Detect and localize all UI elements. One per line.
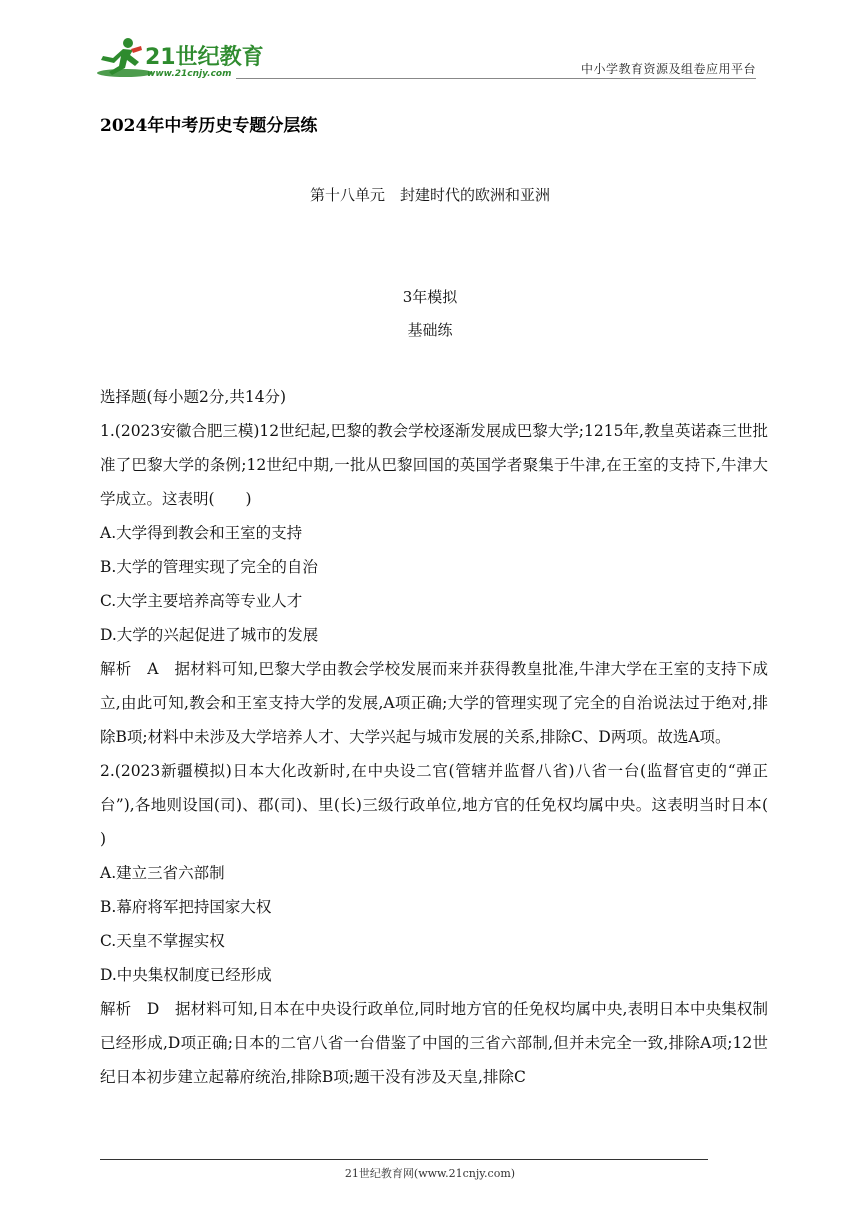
question-2 — [100, 754, 800, 1094]
option-a: A.大学得到教会和王室的支持 — [100, 524, 303, 542]
logo — [95, 34, 265, 84]
section-subtitle-years: 3年模拟 — [402, 288, 458, 306]
answer-analysis: 解析 A 据材料可知,巴黎大学由教会学校发展而来并获得教皇批准,牛津大学在王室的支持下成立,由此可知,教会和王室支持大学的发展,A项正确;大学的管理实现了完全的自治说法过于绝对,排除B项;材料中未涉及大学培养人才、大学兴起与城市发展的关系,排除C、D两项。故选A项。 — [100, 660, 768, 746]
question-stem: 1.(2023安徽合肥三模)12世纪起,巴黎的教会学校逐渐发展成巴黎大学;1215年,教皇英诺森三世批准了巴黎大学的条例;12世纪中期,一批从巴黎回国的英国学者聚集于牛津,在王室的支持下,牛津大学成立。这表明( ) — [100, 422, 768, 508]
option-c: C.天皇不掌握实权 — [100, 932, 225, 950]
option-c: C.大学主要培养高等专业人才 — [100, 592, 303, 610]
section-subtitle-level: 基础练 — [407, 321, 453, 339]
question-1 — [100, 414, 768, 754]
page-header — [0, 0, 860, 90]
option-d: D.中央集权制度已经形成 — [100, 966, 272, 984]
logo-text: 21世纪教育 — [145, 45, 264, 70]
option-a: A.建立三省六部制 — [100, 864, 225, 882]
footer-text: 21世纪教育网(www.21cnjy.com) — [344, 1167, 516, 1180]
question-stem: 2.(2023新疆模拟)日本大化改新时,在中央设二官(管辖并监督八省)八省一台(监督官吏的“弹正台”),各地则设国(司)、郡(司)、里(长)三级行政单位,地方官的任免权均属中央。这表明当时日本( ) — [100, 762, 800, 848]
option-b: B.幕府将军把持国家大权 — [100, 898, 272, 916]
footer-divider — [100, 1159, 708, 1160]
header-platform-text: 中小学教育资源及组卷应用平台 — [580, 62, 756, 76]
document-title: 2024年中考历史专题分层练 — [100, 116, 318, 136]
unit-title: 第十八单元 封建时代的欧洲和亚洲 — [309, 186, 550, 204]
header-divider — [236, 78, 756, 79]
logo-url: www.21cnjy.com — [147, 69, 232, 79]
logo-runner-icon — [95, 34, 265, 84]
option-b: B.大学的管理实现了完全的自治 — [100, 558, 318, 576]
question-content — [100, 380, 800, 1094]
section-heading: 选择题(每小题2分,共14分) — [100, 388, 287, 406]
answer-analysis: 解析 D 据材料可知,日本在中央设行政单位,同时地方官的任免权均属中央,表明日本中央集权制已经形成,D项正确;日本的二官八省一台借鉴了中国的三省六部制,但并未完全一致,排除A项;12世纪日本初步建立起幕府统治,排除B项;题干没有涉及天皇,排除C — [100, 1000, 768, 1086]
option-d: D.大学的兴起促进了城市的发展 — [100, 626, 319, 644]
